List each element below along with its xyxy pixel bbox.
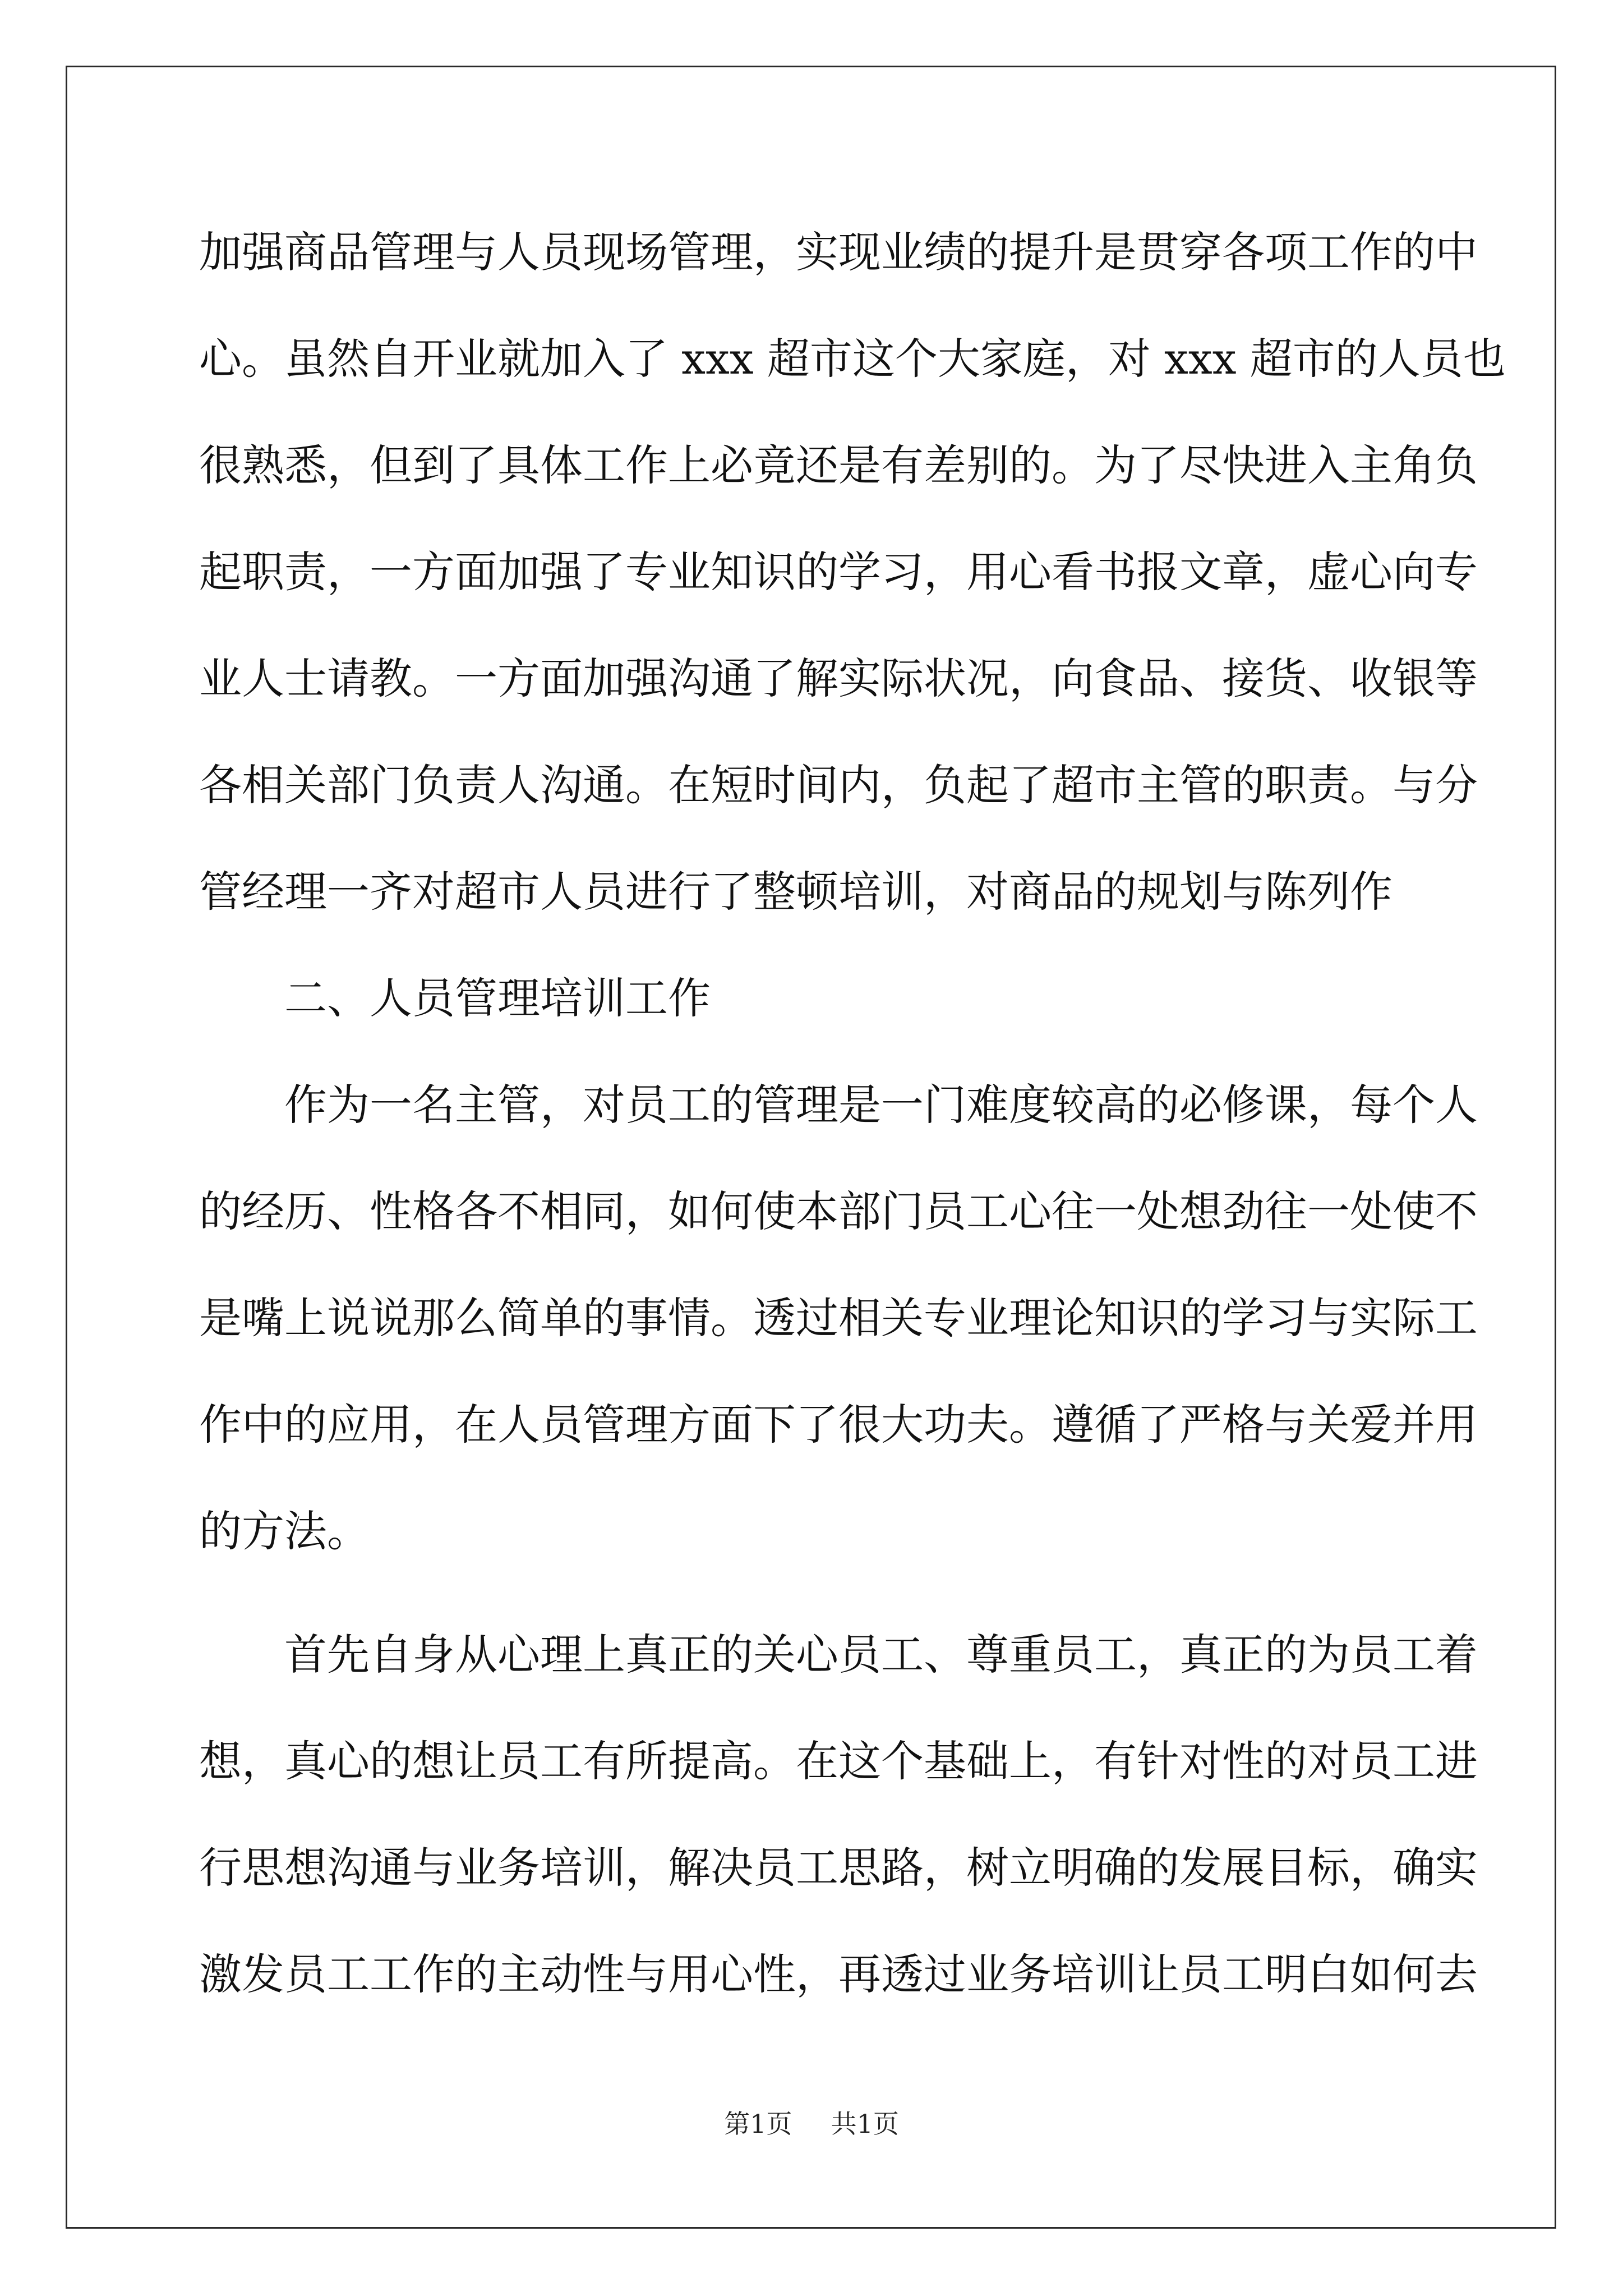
paragraph-2: [199, 1052, 1478, 1585]
text-line: 心。虽然自开业就加入了 xxx 超市这个大家庭，对 xxx 超市的人员也: [199, 334, 1506, 384]
text-line: 各相关部门负责人沟通。在短时间内，负起了超市主管的职责。与分: [199, 760, 1478, 810]
paragraph-1: [199, 199, 1506, 945]
text-line: 首先自身从心理上真正的关心员工、尊重员工，真正的为员工着: [284, 1630, 1478, 1680]
section-heading: [199, 945, 1427, 1052]
text-line: 加强商品管理与人员现场管理，实现业绩的提升是贯穿各项工作的中: [199, 227, 1478, 277]
text-line: 激发员工工作的主动性与用心性，再透过业务培训让员工明白如何去: [199, 1949, 1478, 1999]
document-body: [199, 199, 1506, 2028]
page-footer: [0, 2107, 1623, 2141]
text-line: 的方法。: [199, 1506, 370, 1556]
text-line: 起职责，一方面加强了专业知识的学习，用心看书报文章，虚心向专: [199, 547, 1478, 597]
text-line: 业人士请教。一方面加强沟通了解实际状况，向食品、接货、收银等: [199, 654, 1478, 703]
paragraph-3: [199, 1602, 1478, 2028]
text-line: 想，真心的想让员工有所提高。在这个基础上，有针对性的对员工进: [199, 1736, 1478, 1786]
text-line: 行思想沟通与业务培训，解决员工思路，树立明确的发展目标，确实: [199, 1843, 1478, 1893]
text-line: 作为一名主管，对员工的管理是一门难度较高的必修课，每个人: [284, 1080, 1478, 1130]
text-line: 管经理一齐对超市人员进行了整顿培训，对商品的规划与陈列作: [199, 867, 1393, 917]
heading-text: 二、人员管理培训工作: [284, 973, 711, 1023]
text-line: 是嘴上说说那么简单的事情。透过相关专业理论知识的学习与实际工: [199, 1293, 1478, 1343]
page-number: 第1页: [724, 2109, 792, 2139]
page-total: 共1页: [831, 2109, 899, 2139]
text-line: 作中的应用，在人员管理方面下了很大功夫。遵循了严格与关爱并用: [199, 1400, 1478, 1450]
text-line: 很熟悉，但到了具体工作上必竟还是有差别的。为了尽快进入主角负: [199, 440, 1478, 490]
text-line: 的经历、性格各不相同，如何使本部门员工心往一处想劲往一处使不: [199, 1186, 1478, 1236]
